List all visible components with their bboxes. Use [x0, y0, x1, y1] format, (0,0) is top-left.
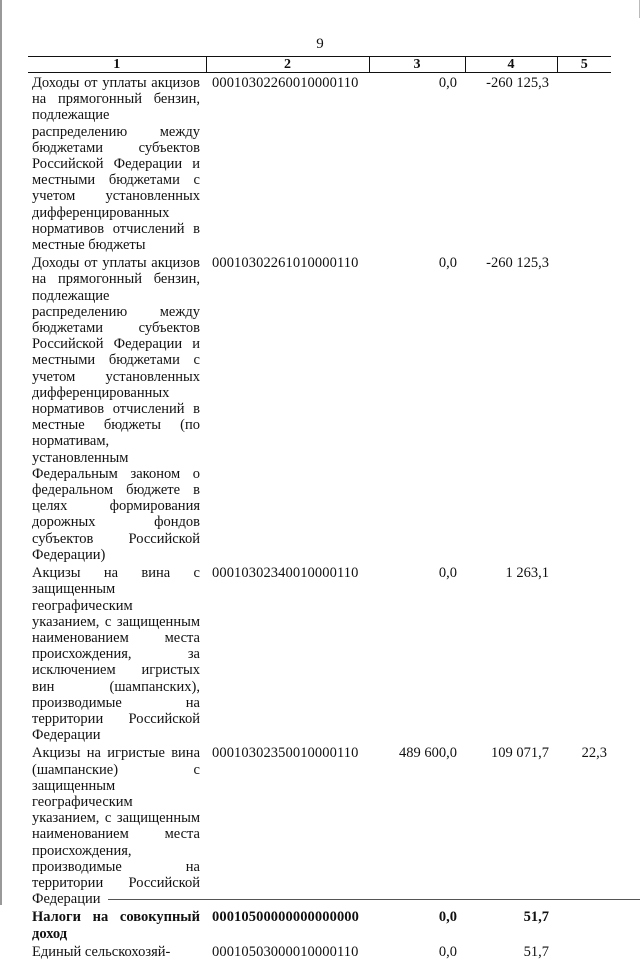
row-code: 00010302260010000110: [212, 75, 359, 91]
row-fact: 51,7: [523, 909, 549, 926]
row-code: 00010302340010000110: [212, 565, 359, 582]
row-code: 00010302350010000110: [212, 745, 359, 762]
row-name: Доходы от уплаты акцизов на прямогонный бензин, подлежащие распределению между бюджетами субъектов Российской Федерации и местными бюджетами с учетом установленных дифференцированных нормативов отчислений в местные бюджеты: [32, 75, 200, 254]
row-fact: 109 071,7: [491, 745, 549, 762]
page-bottom-rule: [108, 899, 640, 900]
table-header: [28, 57, 611, 73]
page-number: 9: [316, 36, 324, 52]
table-row-total: [28, 907, 611, 941]
row-fact: -260 125,3: [486, 75, 549, 91]
table-row: [28, 743, 611, 907]
row-name: Единый сельскохозяй-: [32, 943, 171, 960]
table-row: [28, 253, 611, 563]
row-percent: [557, 253, 611, 563]
column-header-5: 5: [557, 57, 611, 73]
column-header-1: 1: [28, 57, 206, 73]
row-plan: 0,0: [438, 909, 457, 926]
row-name: Налоги на совокупный доход: [32, 909, 200, 942]
column-header-2: 2: [206, 57, 369, 73]
row-plan: 0,0: [438, 943, 457, 960]
table-row: [28, 563, 611, 743]
column-header-4: 4: [465, 57, 557, 73]
row-code: 00010500000000000000: [212, 909, 359, 926]
row-percent: [557, 907, 611, 941]
row-code: 00010503000010000110: [212, 943, 359, 960]
row-plan: 489 600,0: [399, 745, 457, 762]
row-name: Акцизы на игристые вина (шампанские) с защищенным географическим указанием, с защищенным наименованием места происхождения, производимые на территории Российской Федерации: [32, 745, 200, 908]
row-name: Акцизы на вина с защищенным географическим указанием, с защищенным наименованием места происхождения, за исключением игристых вин (шампанских), производимые на территории Российской Федерации: [32, 565, 200, 744]
header-row: [28, 57, 611, 73]
row-percent: [557, 563, 611, 743]
row-plan: 0,0: [438, 565, 457, 582]
table-row: [28, 73, 611, 254]
row-fact: -260 125,3: [486, 255, 549, 272]
row-fact: 1 263,1: [505, 565, 549, 582]
scan-left-edge: [0, 0, 2, 905]
row-code: 00010302261010000110: [212, 255, 359, 272]
row-plan: 0,0: [438, 255, 457, 272]
row-plan: 0,0: [438, 75, 457, 91]
revenue-table: [28, 56, 611, 960]
column-header-3: 3: [369, 57, 465, 73]
row-percent: 22,3: [581, 745, 607, 762]
row-percent: [557, 73, 611, 254]
row-percent: [557, 942, 611, 960]
table-body: [28, 73, 611, 960]
row-fact: 51,7: [523, 943, 549, 960]
row-name: Доходы от уплаты акцизов на прямогонный бензин, подлежащие распределению между бюджетами субъектов Российской Федерации и местными бюджетами с учетом установленных дифференцированных нормативов отчислений в местные бюджеты (по нормативам, установленным Федеральным законом о федеральном бюджете в целях формирования дорожных фондов субъектов Российской Федерации): [32, 255, 200, 563]
table-row: [28, 942, 611, 960]
